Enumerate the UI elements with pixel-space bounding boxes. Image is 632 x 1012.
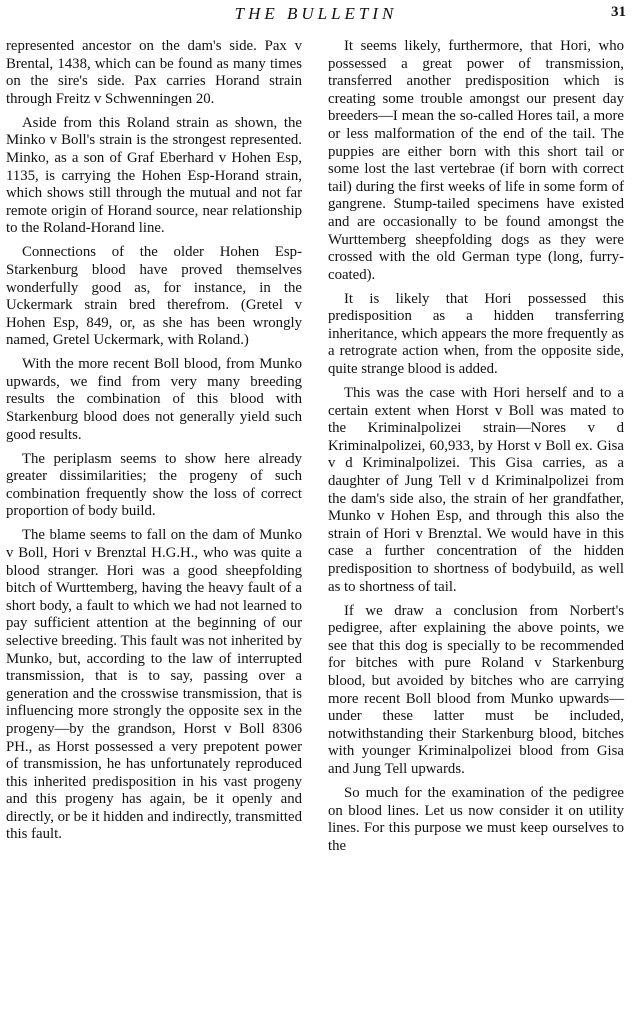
page-number: 31: [611, 4, 626, 20]
paragraph: With the more recent Boll blood, from Munko upwards, we find from very many breeding results the combination of this blood with Starkenburg blood does not generally yield such good results.: [6, 356, 302, 443]
paragraph: It is likely that Hori possessed this predisposition as a hidden transferring inheritance, which appears the more frequently as a retrograte action when, from the opposite side, quite strange blood is added.: [328, 290, 624, 378]
paragraph: It seems likely, furthermore, that Hori, who possessed a great power of transmission, transferred another predisposition which is creating some trouble amongst our present day breeders—I mean the so-called Hores tail, a more or less malformation of the end of the tail. The puppies are either born with this short tail or some lost the last vertebrae (if born with correct tail) during the first weeks of life in some form of gangrene. Stump-tailed specimens have existed and are occasionally to be found amongst the Wurttemberg sheepfolding dogs as they were crossed with the old German type (long, furry-coated).: [328, 38, 624, 283]
left-column: [6, 38, 302, 850]
paragraph: This was the case with Hori herself and to a certain extent when Horst v Boll was mated to the Kriminalpolizei strain—Nores v d Kriminalpolizei, 60,933, by Horst v Boll ex. Gisa v d Kriminalpolizei. This Gisa carries, as a daughter of Jung Tell v d Kriminalpolizei from the dam's side also, the strain of her grandfather, Munko v Hohen Esp, and through this also the strain of Hori v Brenztal. We would have in this case a further concentration of the hidden predisposition to shortness of bodybuild, as well as to shortness of tail.: [328, 385, 624, 595]
paragraph: The periplasm seems to show here already greater dissimilarities; the progeny of such combination frequently show the loss of correct proportion of body build.: [6, 450, 302, 520]
paragraph: represented ancestor on the dam's side. Pax v Brental, 1438, which can be found as many times on the sire's side. Pax carries Horand strain through Freitz v Schwenningen 20.: [6, 38, 302, 107]
running-header: [0, 2, 632, 24]
paragraph: Connections of the older Hohen Esp-Starkenburg blood have proved themselves wonderfully good as, for instance, in the Uckermark strain bred therefrom. (Gretel v Hohen Esp, 849, or, as she has been wrongly named, Gretel Uckermark, with Roland.): [6, 244, 302, 349]
right-column: [328, 38, 624, 862]
paragraph: So much for the examination of the pedigree on blood lines. Let us now consider it on utility lines. For this purpose we must keep ourselves to the: [328, 784, 624, 854]
paragraph: If we draw a conclusion from Norbert's pedigree, after explaining the above points, we see that this dog is specially to be recommended for bitches with pure Roland v Starkenburg blood, but avoided by bitches who are carrying more recent Boll blood from Munko upwards—under these latter must be included, notwithstanding their Starkenburg blood, bitches with younger Kriminalpolizei blood from Gisa and Jung Tell upwards.: [328, 602, 624, 777]
paragraph: Aside from this Roland strain as shown, the Minko v Boll's strain is the strongest represented. Minko, as a son of Graf Eberhard v Hohen Esp, 1135, is carrying the Hohen Esp-Horand strain, which shows still through the mutual and not far remote origin of Horand source, near relationship to the Roland-Horand line.: [6, 114, 302, 237]
publication-title: THE BULLETIN: [234, 4, 398, 23]
paragraph: The blame seems to fall on the dam of Munko v Boll, Hori v Brenztal H.G.H., who was quite a blood stranger. Hori was a good sheepfolding bitch of Wurttemberg, having the heavy fault of a short body, a fault to which we had not learned to pay sufficient attention at the beginning of our selective breeding. This fault was not inherited by Munko, but, according to the law of interrupted transmission, that is to say, passing over a generation and the crosswise transmission, that is influencing more strongly the opposite sex in the progeny—by the grandson, Horst v Boll 8306 PH., as Horst possessed a very prepotent power of transmission, he has unfortunately reproduced this inherited predisposition in his vast progeny and this progeny has again, be it openly and directly, or be it hidden and indirectly, transmitted this fault.: [6, 527, 302, 843]
